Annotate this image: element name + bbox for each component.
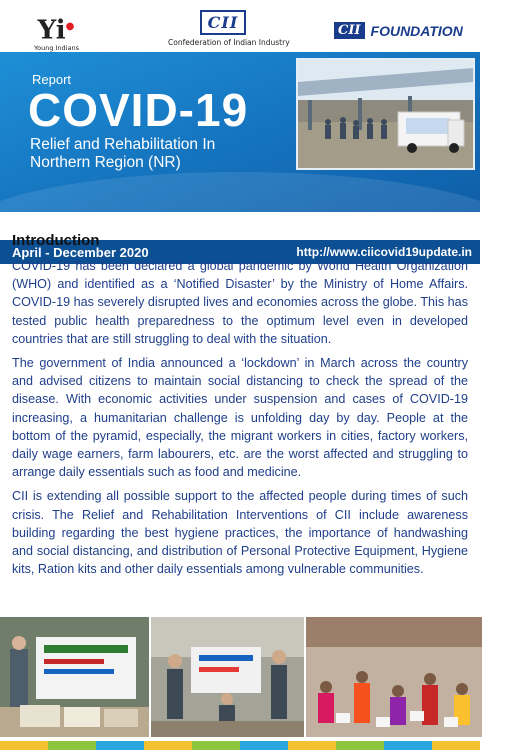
relief-trucks-illustration: [298, 60, 473, 168]
footer-stripe: [0, 741, 48, 750]
report-date-range: April - December 2020: [12, 245, 149, 260]
footer-stripe: [240, 741, 288, 750]
footer-stripe: [288, 741, 336, 750]
report-title: COVID-19: [28, 84, 249, 136]
report-subtitle: Relief and Rehabilitation In Northern Region (NR): [30, 136, 216, 171]
cii-logo-mark: CII: [200, 10, 247, 35]
paragraph: COVID-19 has been declared a global pandemic by World Health Organization (WHO) and identified as a ‘Notified Disaster’ by the Ministry of Home Affairs. COVID-19 has severely disrupted lives and economies across the globe. This has tested public health preparedness to the optimum level even in developed countries that are still struggling to deal with the situation.: [12, 259, 468, 346]
foundation-logo-mark: CII: [334, 22, 365, 39]
report-url-link[interactable]: http://www.ciicovid19update.in: [296, 245, 472, 259]
paragraph: CII is extending all possible support to the affected people during times of such crisis. The Relief and Rehabilitation Interventions of CII include awareness building regarding the best hygiene practices, the importance of handwashing and social distancing, and distribution of Personal Protective Equipment, Hygiene kits, Ration kits and other daily essentials among vulnerable communities.: [12, 489, 468, 577]
yi-mark: Yi●: [37, 15, 75, 46]
footer-stripe: [192, 741, 240, 750]
paragraph: The government of India announced a ‘lockdown’ in March across the country and advised citizens to maintain social distancing to check the spread of the disease. With economic activities under suspension and cases of COVID-19 increasing, a humanitarian challenge is unfolding day by day. People at the bottom of the pyramid, especially, the migrant workers in cities, factory workers, daily wage earners, farm labourers, etc. are the worst affected and struggling to arrange daily essentials such as food and medicine.: [12, 356, 468, 480]
footer-stripe: [48, 741, 96, 750]
section-heading: Introduction: [12, 232, 100, 249]
ration-kit-illustration: [0, 617, 149, 737]
footer-stripe: [384, 741, 432, 750]
photo-ration-kit-distribution: [0, 617, 149, 737]
footer-stripe: [96, 741, 144, 750]
footer-color-stripes: [0, 741, 480, 750]
logo-bar: [0, 0, 480, 60]
yi-name: Young Indians: [34, 43, 79, 52]
footer-stripe: [144, 741, 192, 750]
cii-foundation-logo: [334, 22, 463, 39]
footer-stripe: [336, 741, 384, 750]
community-distribution-illustration: [306, 617, 482, 737]
cii-name: Confederation of Indian Industry: [168, 38, 290, 47]
foundation-logo-text: FOUNDATION: [370, 22, 463, 39]
cii-logo: [168, 10, 290, 47]
report-label: Report: [32, 72, 72, 87]
introduction-section: [12, 232, 468, 584]
photo-community-distribution: [306, 617, 482, 737]
banner-photo-relief-trucks: [296, 58, 475, 170]
photo-strip: [0, 617, 480, 737]
photo-hygiene-kit-handover: [149, 617, 306, 737]
footer-stripe: [432, 741, 480, 750]
hygiene-kit-illustration: [151, 617, 304, 737]
